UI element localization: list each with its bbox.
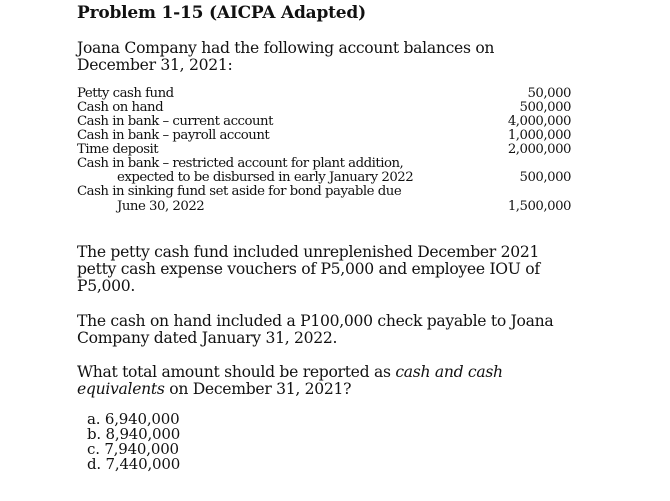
table-row <box>77 129 571 143</box>
paragraph-line: Company dated January 31, 2022. <box>77 329 338 347</box>
table-row <box>77 101 571 115</box>
paragraph-line: The petty cash fund included unreplenished December 2021 <box>77 243 540 261</box>
question-text: What total amount should be reported as <box>77 363 396 381</box>
account-value: 1,000,000 <box>507 128 571 143</box>
paragraph-line: P5,000. <box>77 277 135 295</box>
intro-line: Joana Company had the following account balances on <box>77 39 495 57</box>
account-label: Time deposit <box>77 142 159 157</box>
account-label: Cash in bank – current account <box>77 114 273 129</box>
account-label: Cash on hand <box>77 100 164 115</box>
paragraph-line: The cash on hand included a P100,000 check payable to Joana <box>77 312 554 330</box>
answer-option-b: b. 8,940,000 <box>87 425 181 443</box>
account-label: Cash in sinking fund set aside for bond payable due <box>77 184 402 199</box>
answer-option-c: c. 7,940,000 <box>87 440 179 458</box>
account-value: 500,000 <box>519 170 571 185</box>
table-row <box>77 200 571 214</box>
table-row <box>77 171 571 185</box>
intro-line: December 31, 2021: <box>77 56 233 74</box>
table-row <box>77 185 571 199</box>
table-row <box>77 87 571 101</box>
question-text: on December 31, 2021? <box>164 380 352 398</box>
answer-option-a: a. 6,940,000 <box>87 410 180 428</box>
problem-title: Problem 1-15 (AICPA Adapted) <box>77 3 366 23</box>
table-row <box>77 115 571 129</box>
account-value: 50,000 <box>527 86 571 101</box>
account-label: expected to be disbursed in early January 2022 <box>117 170 414 185</box>
question-line <box>77 381 351 398</box>
account-value: 1,500,000 <box>507 199 571 214</box>
paragraph-line: petty cash expense vouchers of P5,000 and employee IOU of <box>77 260 540 278</box>
question-emphasis: equivalents <box>77 380 165 398</box>
account-label: June 30, 2022 <box>117 199 205 214</box>
account-label: Cash in bank – payroll account <box>77 128 270 143</box>
account-value: 2,000,000 <box>507 142 571 157</box>
account-value: 4,000,000 <box>507 114 571 129</box>
question-line <box>77 364 503 381</box>
table-row <box>77 143 571 157</box>
answer-option-d: d. 7,440,000 <box>87 455 181 473</box>
account-label: Petty cash fund <box>77 86 174 101</box>
question-emphasis: cash and cash <box>395 363 503 381</box>
account-value: 500,000 <box>519 100 571 115</box>
account-label: Cash in bank – restricted account for plant addition, <box>77 156 404 171</box>
table-row <box>77 157 571 171</box>
